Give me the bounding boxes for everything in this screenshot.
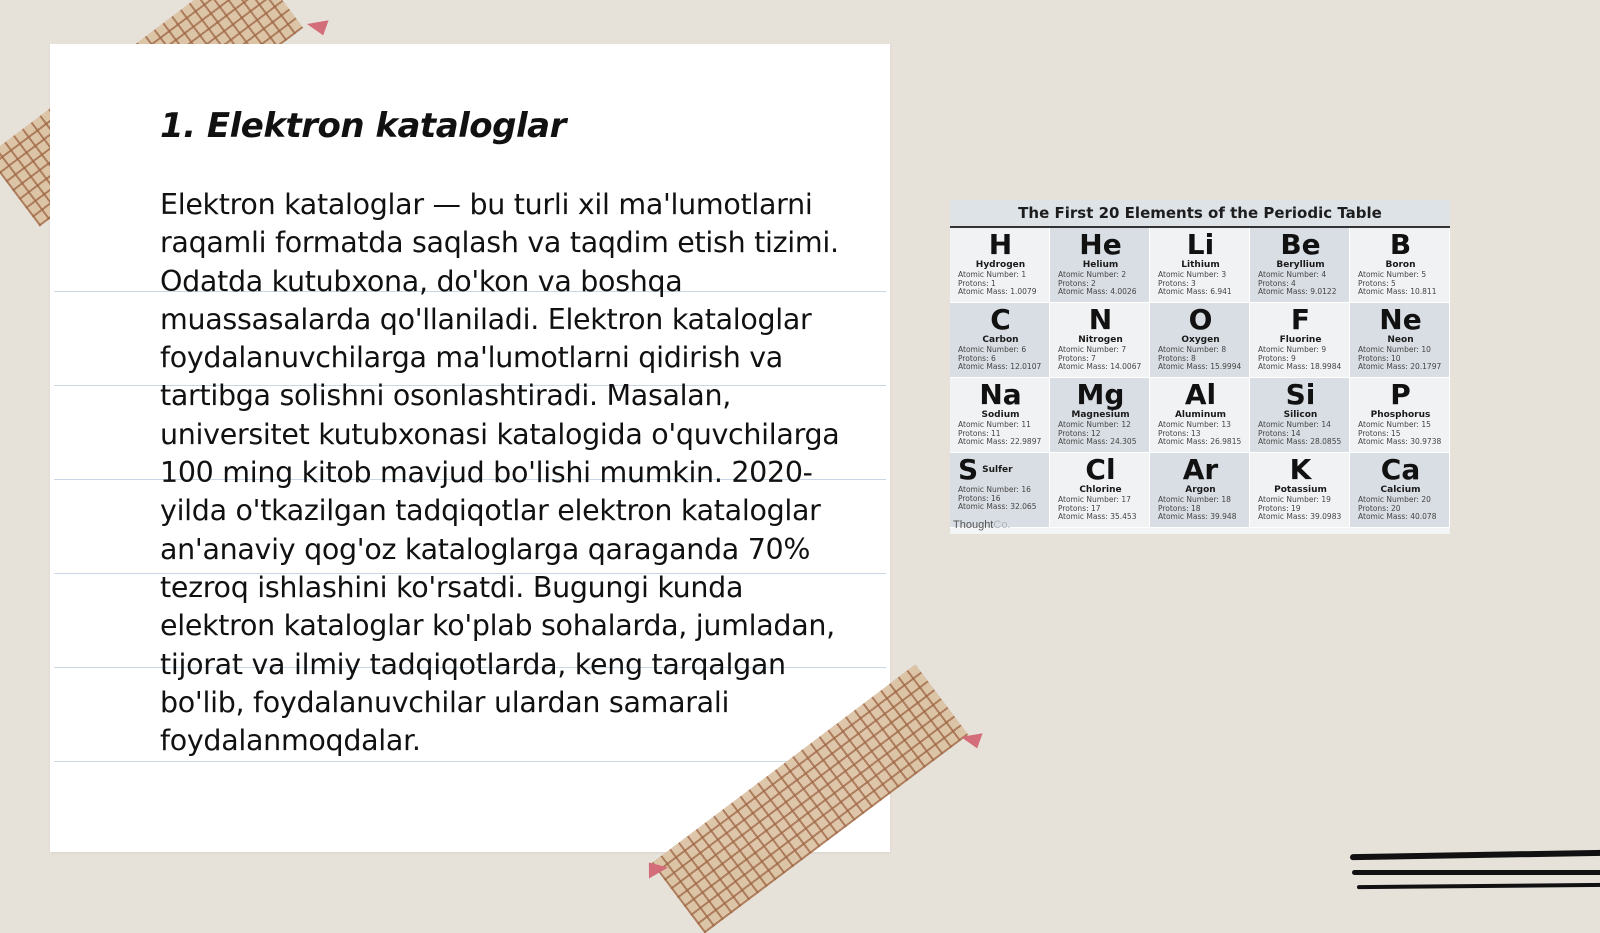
element-protons: Protons: 10 [1358,353,1401,363]
element-atomic-mass: Atomic Mass: 39.948 [1158,512,1237,522]
element-cell-magnesium [1050,378,1150,453]
element-symbol: Si [1285,378,1316,411]
element-atomic-mass: Atomic Mass: 22.9897 [958,437,1042,447]
element-atomic-number: Atomic Number: 2 [1058,270,1127,279]
element-header [958,455,1043,486]
element-cell-beryllium [1250,228,1350,303]
element-atomic-number: Atomic Number: 13 [1158,420,1231,429]
element-protons: Protons: 15 [1358,428,1401,438]
element-cell-carbon [950,303,1050,378]
element-name: Chlorine [1079,485,1122,495]
element-atomic-mass: Atomic Mass: 9.0122 [1258,287,1337,297]
element-atomic-mass: Atomic Mass: 10.811 [1358,287,1437,297]
element-protons: Protons: 12 [1058,428,1101,438]
element-protons: Protons: 9 [1258,353,1296,363]
element-cell-argon [1150,453,1250,528]
element-name: Magnesium [1071,410,1130,420]
element-protons: Protons: 7 [1058,353,1096,363]
element-protons: Protons: 4 [1258,278,1296,288]
element-symbol: Na [979,378,1022,411]
element-protons: Protons: 3 [1158,278,1196,288]
element-atomic-mass: Atomic Mass: 14.0067 [1058,362,1142,372]
element-atomic-number: Atomic Number: 19 [1258,495,1331,504]
element-cell-hydrogen [950,228,1050,303]
element-protons: Protons: 14 [1258,428,1301,438]
element-atomic-number: Atomic Number: 8 [1158,345,1227,354]
brush-stroke [1350,850,1600,860]
element-atomic-mass: Atomic Mass: 39.0983 [1258,512,1342,522]
periodic-table-title: The First 20 Elements of the Periodic Table [950,200,1450,228]
element-symbol: P [1390,378,1411,411]
paper-rule-line [54,761,886,762]
element-atomic-number: Atomic Number: 17 [1058,495,1131,504]
element-protons: Protons: 8 [1158,353,1196,363]
element-symbol: H [988,228,1013,261]
element-atomic-mass: Atomic Mass: 20.1797 [1358,362,1442,372]
element-atomic-mass: Atomic Mass: 15.9994 [1158,362,1242,372]
element-atomic-number: Atomic Number: 7 [1058,345,1127,354]
element-protons: Protons: 20 [1358,503,1401,513]
element-symbol: Li [1186,228,1215,261]
element-protons: Protons: 18 [1158,503,1201,513]
element-cell-boron [1350,228,1450,303]
element-symbol: N [1088,303,1113,336]
element-protons: Protons: 5 [1358,278,1396,288]
element-cell-potassium [1250,453,1350,528]
brush-stroke [1352,870,1600,875]
element-cell-sodium [950,378,1050,453]
element-atomic-number: Atomic Number: 11 [958,420,1031,429]
element-symbol: He [1079,228,1122,261]
element-symbol: C [990,303,1011,336]
element-atomic-number: Atomic Number: 14 [1258,420,1331,429]
element-atomic-mass: Atomic Mass: 28.0855 [1258,437,1342,447]
periodic-table-grid [950,228,1450,528]
element-name: Helium [1082,260,1119,270]
brush-stroke [1357,883,1600,889]
element-atomic-number: Atomic Number: 1 [958,270,1027,279]
element-name: Hydrogen [975,260,1026,270]
element-cell-calcium [1350,453,1450,528]
element-atomic-number: Atomic Number: 3 [1158,270,1227,279]
element-atomic-mass: Atomic Mass: 40.078 [1358,512,1437,522]
element-atomic-number: Atomic Number: 15 [1358,420,1431,429]
element-atomic-mass: Atomic Mass: 18.9984 [1258,362,1342,372]
element-cell-lithium [1150,228,1250,303]
element-protons: Protons: 17 [1058,503,1101,513]
element-cell-sulfer [950,453,1050,528]
element-name: Phosphorus [1370,410,1431,420]
element-symbol: Cl [1085,453,1116,486]
element-atomic-mass: Atomic Mass: 12.0107 [958,362,1042,372]
element-protons: Protons: 1 [958,278,996,288]
element-symbol: Be [1280,228,1321,261]
element-atomic-mass: Atomic Mass: 35.453 [1058,512,1137,522]
element-symbol: S [958,453,979,486]
element-name: Fluorine [1279,335,1322,345]
pin-icon [307,20,331,38]
element-symbol: Ar [1182,453,1219,486]
element-atomic-mass: Atomic Mass: 1.0079 [958,287,1037,297]
element-symbol: Ca [1380,453,1421,486]
element-atomic-mass: Atomic Mass: 26.9815 [1158,437,1242,447]
pin-icon [961,733,985,751]
element-name: Nitrogen [1078,335,1123,345]
element-cell-neon [1350,303,1450,378]
element-name: Sulfer [982,465,1013,475]
element-atomic-mass: Atomic Mass: 4.0026 [1058,287,1137,297]
element-cell-aluminum [1150,378,1250,453]
thoughtco-logo [953,519,1011,531]
element-cell-helium [1050,228,1150,303]
element-atomic-number: Atomic Number: 9 [1258,345,1327,354]
element-atomic-mass: Atomic Mass: 24.305 [1058,437,1137,447]
element-name: Carbon [982,335,1019,345]
element-name: Silicon [1283,410,1318,420]
element-cell-chlorine [1050,453,1150,528]
element-atomic-mass: Atomic Mass: 6.941 [1158,287,1232,297]
element-atomic-mass: Atomic Mass: 30.9738 [1358,437,1442,447]
element-cell-fluorine [1250,303,1350,378]
element-name: Boron [1385,260,1416,270]
element-name: Aluminum [1174,410,1227,420]
element-name: Beryllium [1276,260,1325,270]
element-protons: Protons: 11 [958,428,1001,438]
element-name: Lithium [1181,260,1220,270]
element-atomic-number: Atomic Number: 18 [1158,495,1231,504]
element-name: Sodium [981,410,1020,420]
element-protons: Protons: 19 [1258,503,1301,513]
element-cell-nitrogen [1050,303,1150,378]
element-atomic-number: Atomic Number: 20 [1358,495,1431,504]
element-symbol: Al [1184,378,1217,411]
element-protons: Protons: 6 [958,353,996,363]
element-atomic-number: Atomic Number: 4 [1258,270,1327,279]
element-cell-silicon [1250,378,1350,453]
element-atomic-number: Atomic Number: 5 [1358,270,1427,279]
element-name: Argon [1185,485,1216,495]
element-symbol: F [1290,303,1311,336]
element-name: Potassium [1274,485,1327,495]
element-cell-oxygen [1150,303,1250,378]
element-atomic-number: Atomic Number: 10 [1358,345,1431,354]
element-name: Oxygen [1181,335,1220,345]
element-symbol: O [1188,303,1213,336]
element-atomic-number: Atomic Number: 12 [1058,420,1131,429]
element-atomic-mass: Atomic Mass: 32.065 [958,502,1037,512]
logo-text: Thought [953,519,994,531]
element-name: Calcium [1380,485,1421,495]
element-symbol: Mg [1076,378,1125,411]
slide-body-text: Elektron kataloglar — bu turli xil ma'lumotlarni raqamli formatda saqlash va taqdim etish tizimi. Odatda kutubxona, do'kon va boshqa muassasalarda qo'llaniladi. Elektron kataloglar foydalanuvchilarga ma'lumotlarni qidirish va tartibga solishni osonlashtiradi. Masalan, universitet kutubxonasi katalogida o'quvchilarga 100 ming kitob mavjud bo'lishi mumkin. 2020-yilda o'tkazilgan tadqiqotlar elektron kataloglar an'anaviy qog'oz kataloglarga qaraganda 70% tezroq ishlashini ko'rsatdi. Bugungi kunda elektron kataloglar ko'plab sohalarda, jumladan, tijorat va ilmiy tadqiqotlarda, keng tarqalgan bo'lib, foydalanuvchilar ulardan samarali foydalanmoqdalar. [160,188,840,758]
element-protons: Protons: 2 [1058,278,1096,288]
element-atomic-number: Atomic Number: 6 [958,345,1027,354]
element-atomic-number: Atomic Number: 16 [958,485,1031,494]
element-name: Neon [1387,335,1414,345]
element-cell-phosphorus [1350,378,1450,453]
element-protons: Protons: 16 [958,493,1001,503]
logo-suffix: Co. [993,519,1011,531]
periodic-table-image [950,200,1450,534]
element-symbol: Ne [1379,303,1422,336]
slide-title: 1. Elektron kataloglar [160,106,566,146]
notebook-paper [50,44,890,852]
element-symbol: B [1389,228,1412,261]
element-symbol: K [1289,453,1312,486]
element-protons: Protons: 13 [1158,428,1201,438]
